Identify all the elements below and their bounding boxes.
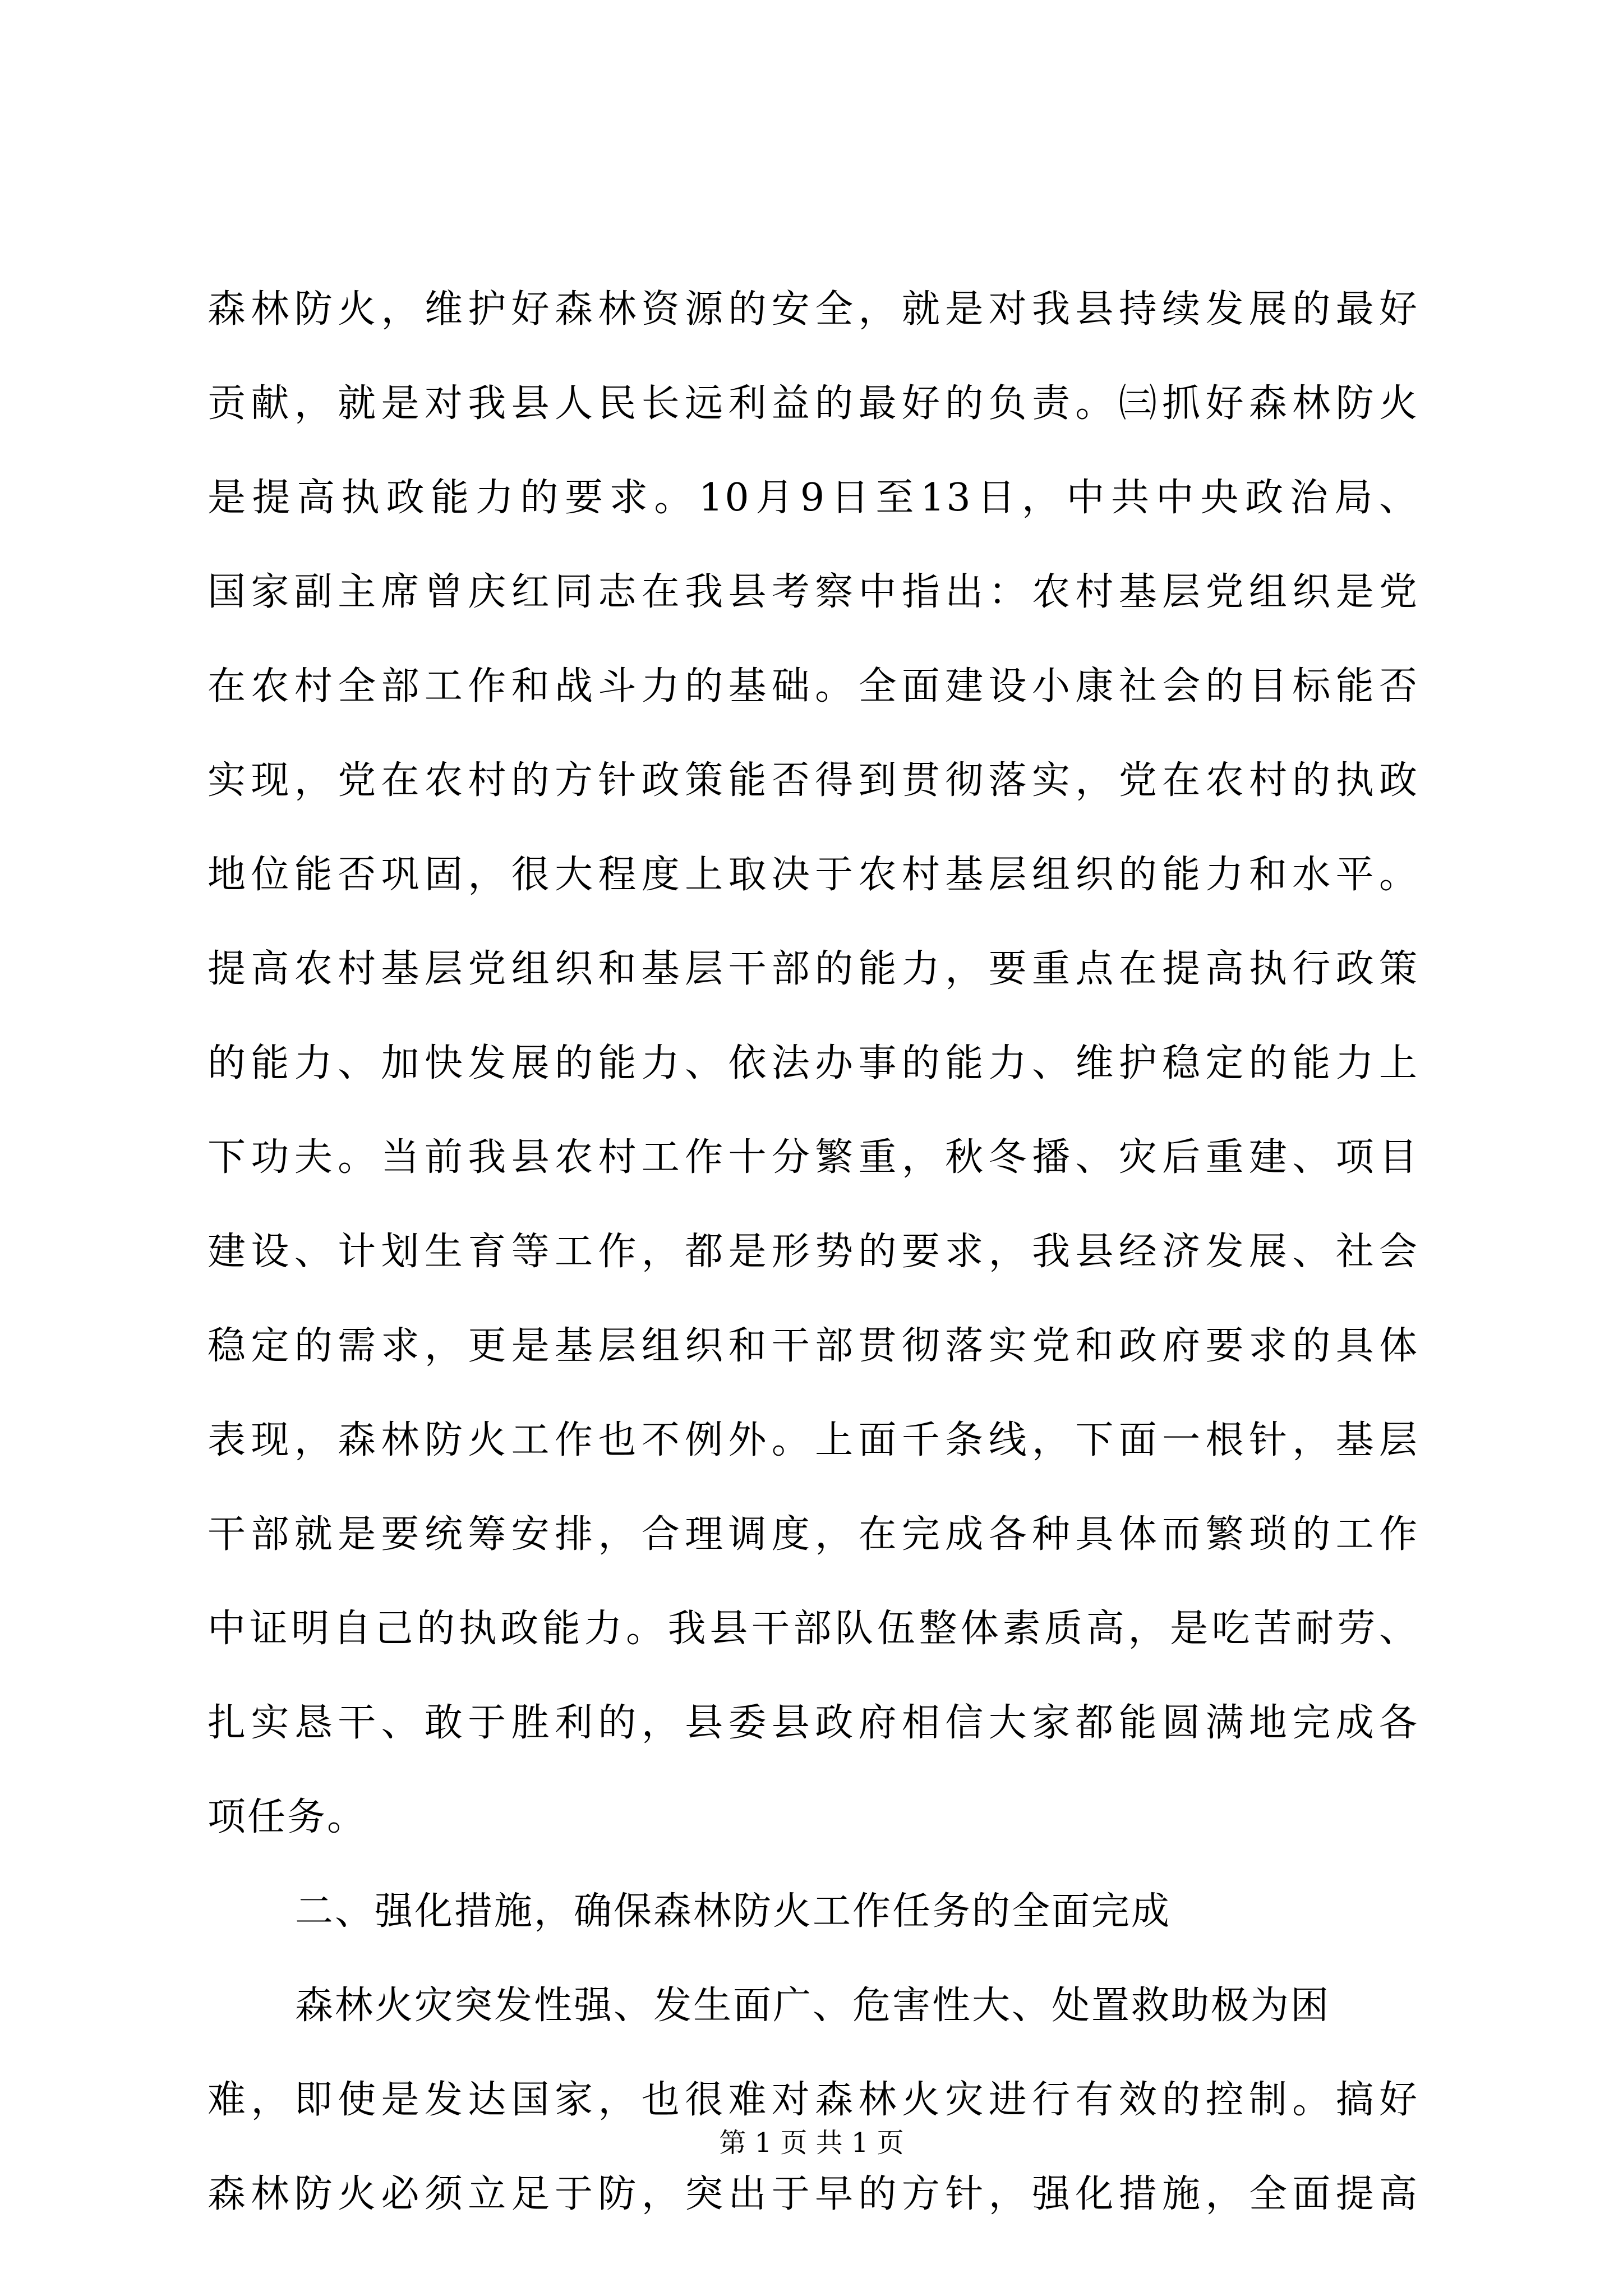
- text-line: 项任务。: [208, 1795, 367, 1839]
- text-line: 稳定的需求，更是基层组织和干部贯彻落实党和政府要求的具体: [208, 1324, 1419, 1368]
- text-line: 提高农村基层党组织和基层干部的能力，要重点在提高执行政策: [208, 947, 1419, 991]
- text-line: 中证明自己的执政能力。我县干部队伍整体素质高，是吃苦耐劳、: [208, 1607, 1419, 1651]
- text-line: 森林火灾突发性强、发生面广、危害性大、处置救助极为困: [295, 1984, 1331, 2028]
- text-line: 森林防火，维护好森林资源的安全，就是对我县持续发展的最好: [208, 287, 1419, 332]
- body-text: [208, 263, 1419, 2242]
- text-line: 在农村全部工作和战斗力的基础。全面建设小康社会的目标能否: [208, 664, 1419, 708]
- text-line: 扎实恳干、敢于胜利的，县委县政府相信大家都能圆满地完成各: [208, 1701, 1419, 1745]
- text-line: 国家副主席曾庆红同志在我县考察中指出：农村基层党组织是党: [208, 570, 1419, 614]
- text-line: 的能力、加快发展的能力、依法办事的能力、维护稳定的能力上: [208, 1041, 1419, 1085]
- section-heading: 二、强化措施，确保森林防火工作任务的全面完成: [295, 1889, 1172, 1934]
- text-line: 建设、计划生育等工作，都是形势的要求，我县经济发展、社会: [208, 1230, 1419, 1274]
- text-line: 贡献，就是对我县人民长远利益的最好的负责。㈢抓好森林防火: [208, 381, 1419, 426]
- text-line: 下功夫。当前我县农村工作十分繁重，秋冬播、灾后重建、项目: [208, 1135, 1419, 1180]
- text-line: 森林防火必须立足于防，突出于早的方针，强化措施，全面提高: [208, 2172, 1419, 2216]
- text-line: 实现，党在农村的方针政策能否得到贯彻落实，党在农村的执政: [208, 758, 1419, 803]
- text-line: 难，即使是发达国家，也很难对森林火灾进行有效的控制。搞好: [208, 2078, 1419, 2122]
- page-number-footer: 第 1 页 共 1 页: [719, 2127, 904, 2159]
- text-line: 是提高执政能力的要求。10月9日至13日，中共中央政治局、: [208, 476, 1419, 520]
- text-line: 地位能否巩固，很大程度上取决于农村基层组织的能力和水平。: [208, 853, 1419, 897]
- text-line: 表现，森林防火工作也不例外。上面千条线，下面一根针，基层: [208, 1418, 1419, 1462]
- text-line: 干部就是要统筹安排，合理调度，在完成各种具体而繁琐的工作: [208, 1512, 1419, 1557]
